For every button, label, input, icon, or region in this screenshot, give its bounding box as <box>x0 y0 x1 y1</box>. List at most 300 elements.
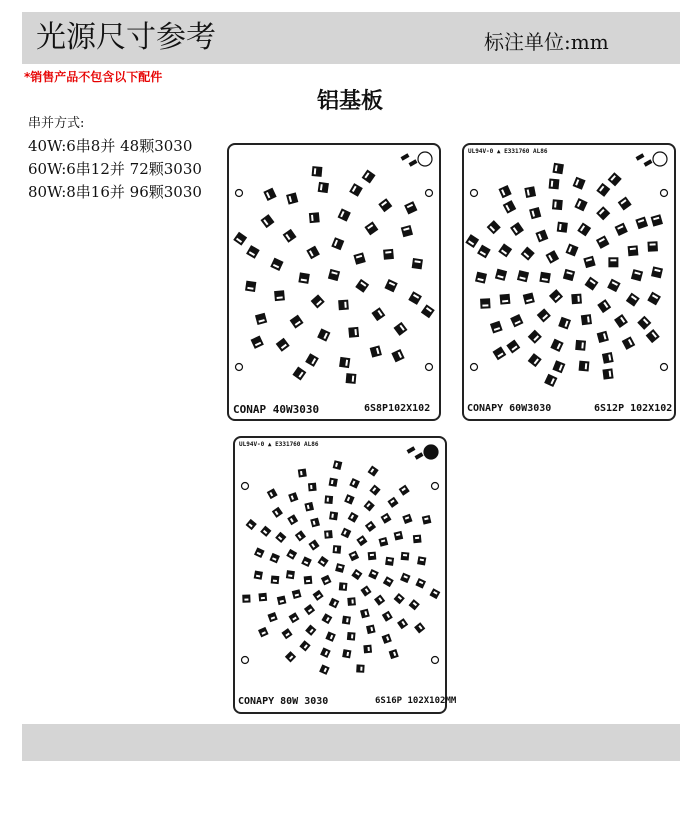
led-pad <box>571 294 582 305</box>
led-pad-body <box>647 241 658 252</box>
led-pad-body <box>552 163 563 174</box>
led-pad-body <box>602 352 614 364</box>
led-pad <box>400 573 410 583</box>
led-pad-body <box>490 321 503 334</box>
led-pad <box>387 497 398 508</box>
led-pad <box>500 294 511 305</box>
led-pad <box>506 340 520 354</box>
led-pad <box>272 507 283 518</box>
led-pad <box>596 206 610 220</box>
led-pad-body <box>365 521 376 532</box>
led-pad <box>274 290 285 301</box>
led-pad-body <box>549 289 563 303</box>
led-pad <box>557 222 568 233</box>
led-pad <box>344 494 354 504</box>
led-pad <box>651 266 663 278</box>
led-pad-marking <box>244 599 248 601</box>
led-pad-body <box>306 246 320 260</box>
led-pad-body <box>391 349 404 362</box>
led-pad-body <box>408 291 422 305</box>
led-pad-marking <box>482 304 488 306</box>
led-pad <box>283 229 297 243</box>
led-pad-body <box>535 229 548 242</box>
led-pad <box>355 279 369 293</box>
led-pad <box>558 317 571 330</box>
led-pad <box>528 330 542 344</box>
sales-note: *销售产品不包含以下配件 <box>24 70 163 84</box>
led-pad-body <box>510 314 523 327</box>
board-60w-left-label: CONAPY 60W3030 <box>467 403 552 414</box>
led-pad-body <box>246 245 260 259</box>
led-pad <box>552 360 565 373</box>
led-pad <box>575 340 586 351</box>
led-pad-body <box>368 569 379 580</box>
led-pad <box>647 241 658 252</box>
led-pad <box>338 300 349 311</box>
led-pad <box>321 613 332 624</box>
led-pad <box>414 622 425 633</box>
led-pad-body <box>480 298 491 309</box>
led-pad-body <box>329 478 338 487</box>
led-pad <box>299 640 310 651</box>
led-pad <box>309 212 320 223</box>
led-pad-body <box>602 368 613 379</box>
led-pad <box>339 582 348 591</box>
led-pad-body <box>346 373 357 384</box>
led-pad-body <box>523 292 535 304</box>
led-pad-body <box>309 212 320 223</box>
board-80w-graphic <box>235 438 445 712</box>
led-pad <box>480 298 491 309</box>
led-pad-body <box>393 322 407 336</box>
led-pad-body <box>557 222 568 233</box>
led-pad <box>510 314 523 327</box>
led-pad-body <box>355 279 369 293</box>
led-pad-marking <box>273 580 277 582</box>
led-pad-body <box>287 514 298 525</box>
led-pad-body <box>304 604 315 615</box>
led-pad <box>394 531 404 541</box>
board-40w <box>227 143 441 421</box>
led-pad <box>596 235 610 249</box>
led-pad <box>285 651 296 662</box>
led-pad <box>338 208 351 221</box>
spec-list <box>28 135 202 204</box>
led-pad <box>246 519 257 530</box>
led-pad <box>487 220 501 234</box>
led-pad-body <box>596 206 610 220</box>
led-pad-body <box>260 214 274 228</box>
led-pad-body <box>329 511 338 520</box>
board-80w-right-label: 6S16P 102X102MM <box>375 696 457 706</box>
led-pad <box>258 593 267 602</box>
led-pad-body <box>544 374 557 387</box>
led-pad <box>615 223 628 236</box>
led-pad <box>363 645 372 654</box>
led-pad <box>596 183 610 197</box>
led-pad-body <box>321 575 332 586</box>
led-pad <box>304 576 313 585</box>
led-pad <box>360 609 370 619</box>
led-pad-marking <box>351 599 353 603</box>
led-pad <box>311 294 325 308</box>
led-pad-body <box>353 252 365 264</box>
led-pad-body <box>311 294 325 308</box>
board-80w-top-text: UL94V-0 ▲ E331760 AL86 <box>239 441 319 448</box>
led-pad-body <box>290 315 304 329</box>
led-pad-body <box>263 188 276 201</box>
led-pad <box>477 245 491 259</box>
led-pad <box>258 627 269 638</box>
led-pad <box>393 322 407 336</box>
led-pad <box>325 631 335 641</box>
led-pad-body <box>319 664 330 675</box>
led-pad-body <box>546 250 560 264</box>
mounting-hole <box>242 657 249 664</box>
led-pad-body <box>628 245 639 256</box>
led-pad-body <box>402 514 412 524</box>
led-pad-body <box>607 279 620 292</box>
led-pad-body <box>615 223 628 236</box>
led-pad <box>348 512 359 523</box>
led-pad-body <box>577 222 591 236</box>
led-pad-body <box>647 292 661 306</box>
led-pad <box>270 258 283 271</box>
led-pad-body <box>539 272 550 283</box>
led-pad <box>535 229 548 242</box>
led-pad <box>549 289 563 303</box>
led-pad <box>286 549 297 560</box>
led-pad <box>306 246 320 260</box>
led-pad-body <box>487 220 501 234</box>
led-pad-body <box>401 225 413 237</box>
led-pad-body <box>258 593 267 602</box>
led-pad <box>490 321 503 334</box>
led-pad <box>374 594 385 605</box>
led-pad <box>608 172 622 186</box>
led-pad-marking <box>360 667 362 671</box>
led-pad <box>637 316 651 330</box>
led-pad <box>353 252 365 264</box>
led-pad <box>383 576 394 587</box>
led-pad <box>276 338 290 352</box>
led-pad <box>549 178 560 189</box>
led-pad <box>255 313 267 325</box>
led-pad <box>331 237 344 250</box>
led-pad-body <box>510 222 524 236</box>
led-pad <box>524 186 536 198</box>
led-pad <box>292 367 306 381</box>
led-pad <box>417 556 426 565</box>
led-pad-body <box>477 245 491 259</box>
led-pad <box>246 245 260 259</box>
led-pad <box>286 570 295 579</box>
led-pad <box>298 468 307 477</box>
led-pad <box>348 551 359 562</box>
led-pad <box>574 198 587 211</box>
led-pad-marking <box>351 634 353 638</box>
led-pad <box>421 304 435 318</box>
led-pad-body <box>349 183 363 197</box>
led-pad-body <box>368 552 377 561</box>
led-pad <box>329 478 338 487</box>
led-pad-body <box>233 232 247 246</box>
led-pad-body <box>286 192 298 204</box>
led-pad-body <box>317 328 330 341</box>
led-pad-body <box>552 360 565 373</box>
led-pad <box>321 575 332 586</box>
led-pad-body <box>254 547 265 558</box>
mounting-hole <box>471 364 478 371</box>
led-pad-body <box>579 361 590 372</box>
led-pad <box>318 182 329 193</box>
led-pad <box>313 590 324 601</box>
led-pad-body <box>498 185 511 198</box>
led-pad-body <box>618 197 632 211</box>
board-section-title: 铝基板 <box>316 88 383 114</box>
led-pad-body <box>521 247 535 261</box>
led-pad <box>339 357 350 368</box>
led-pad-body <box>363 645 372 654</box>
led-pad <box>347 597 356 606</box>
led-pad-body <box>341 528 352 539</box>
led-pad-body <box>574 198 587 211</box>
led-pad <box>290 315 304 329</box>
led-pad <box>503 200 517 214</box>
led-pad-body <box>277 596 287 606</box>
led-pad <box>301 556 312 567</box>
led-pad <box>408 291 422 305</box>
mounting-hole <box>661 190 668 197</box>
board-40w-graphic <box>229 145 439 419</box>
led-pad-body <box>269 553 279 563</box>
led-pad <box>368 569 379 580</box>
board-40w-right-label: 6S8P102X102 <box>364 403 431 414</box>
led-pad-marking <box>650 243 656 245</box>
led-pad-body <box>320 647 331 658</box>
led-pad <box>537 308 551 322</box>
led-pad-marking <box>610 259 616 261</box>
led-pad <box>251 336 264 349</box>
led-pad <box>275 532 286 543</box>
led-pad <box>565 243 578 256</box>
led-pad <box>269 553 279 563</box>
led-pad-body <box>382 611 393 622</box>
led-pad <box>475 272 487 284</box>
led-pad-body <box>635 217 648 230</box>
board-80w-left-label: CONAPY 80W 3030 <box>238 696 329 707</box>
led-pad <box>626 293 640 307</box>
led-pad-body <box>362 170 376 184</box>
led-pad-marking <box>343 585 345 589</box>
led-pad <box>521 247 535 261</box>
led-pad <box>254 547 265 558</box>
led-pad <box>404 201 417 214</box>
led-pad-body <box>286 549 297 560</box>
led-pad <box>579 361 590 372</box>
led-pad <box>369 484 380 495</box>
led-pad-body <box>251 336 264 349</box>
footer-bar <box>22 724 680 761</box>
led-pad <box>360 585 371 596</box>
led-pad <box>429 588 440 599</box>
led-pad-body <box>596 183 610 197</box>
led-pad <box>402 514 412 524</box>
led-pad <box>389 649 399 659</box>
led-pad <box>397 618 408 629</box>
led-pad-body <box>333 460 343 470</box>
board-40w-left-label: CONAP 40W3030 <box>233 403 320 416</box>
led-pad <box>529 207 541 219</box>
led-pad <box>383 249 394 260</box>
led-pad-body <box>413 535 422 544</box>
led-pad <box>320 647 331 658</box>
led-pad-body <box>331 237 344 250</box>
led-pad <box>608 257 618 267</box>
led-pad-body <box>498 243 512 257</box>
led-pad <box>651 214 663 226</box>
led-pad <box>550 339 563 352</box>
led-pad-body <box>583 256 595 268</box>
led-pad-body <box>274 290 285 301</box>
led-pad <box>305 353 319 367</box>
led-pad-body <box>517 270 529 282</box>
led-pad-body <box>304 502 314 512</box>
led-pad-body <box>626 293 640 307</box>
led-pad <box>304 604 315 615</box>
mounting-hole <box>236 364 243 371</box>
led-pad-body <box>281 628 292 639</box>
led-pad <box>281 628 292 639</box>
led-pad-body <box>272 507 283 518</box>
led-pad <box>614 314 628 328</box>
led-pad <box>329 511 338 520</box>
led-pad <box>242 594 250 602</box>
board-80w <box>233 436 457 714</box>
led-pad <box>517 270 529 282</box>
led-pad <box>342 649 351 658</box>
led-pad <box>563 269 575 281</box>
led-pad-body <box>596 235 610 249</box>
led-pad <box>602 352 614 364</box>
led-pad-body <box>549 178 560 189</box>
solder-pad <box>407 446 416 453</box>
led-pad-body <box>254 570 263 579</box>
led-pad <box>368 552 377 561</box>
led-pad <box>364 500 375 511</box>
led-pad <box>233 232 247 246</box>
led-pad-body <box>283 229 297 243</box>
led-pad-body <box>285 651 296 662</box>
led-pad-body <box>245 281 256 292</box>
led-pad <box>583 256 595 268</box>
connector-hole <box>418 152 432 166</box>
led-pad <box>577 222 591 236</box>
led-pad-body <box>379 537 389 547</box>
led-pad-marking <box>327 498 329 502</box>
led-pad-marking <box>415 537 419 539</box>
led-pad-body <box>339 357 350 368</box>
led-pad <box>292 589 302 599</box>
led-pad-body <box>571 294 582 305</box>
mounting-hole <box>426 190 433 197</box>
led-pad <box>317 328 330 341</box>
led-pad-marking <box>326 532 328 536</box>
led-pad-body <box>581 314 592 325</box>
led-pad-body <box>338 300 349 311</box>
led-pad <box>286 192 298 204</box>
led-pad-body <box>304 576 313 585</box>
page-title: 光源尺寸参考 <box>36 20 216 55</box>
led-pad-body <box>552 199 563 210</box>
solder-pad <box>415 452 424 459</box>
led-pad-body <box>465 234 479 248</box>
led-pad <box>368 466 379 477</box>
led-pad <box>382 611 393 622</box>
solder-pad <box>644 159 653 166</box>
led-pad <box>328 269 340 281</box>
mounting-hole <box>242 483 249 490</box>
led-pad <box>288 492 298 502</box>
led-pad <box>401 225 413 237</box>
led-pad <box>308 539 319 550</box>
led-pad <box>409 599 420 610</box>
led-pad-body <box>276 338 290 352</box>
led-pad-body <box>417 556 426 565</box>
led-pad-body <box>270 258 283 271</box>
led-pad-body <box>258 627 269 638</box>
led-pad <box>413 535 422 544</box>
led-pad-body <box>356 535 367 546</box>
led-pad-body <box>550 339 563 352</box>
led-pad <box>394 593 405 604</box>
led-pad <box>347 632 356 641</box>
led-pad <box>622 336 636 350</box>
unit-note: 标注单位:mm <box>484 30 609 54</box>
led-pad <box>546 250 560 264</box>
led-pad <box>384 279 397 292</box>
led-pad-body <box>298 272 309 283</box>
led-pad <box>495 269 507 281</box>
led-pad-body <box>347 632 356 641</box>
mounting-hole <box>432 657 439 664</box>
led-pad-body <box>292 367 306 381</box>
led-pad <box>341 528 352 539</box>
led-pad <box>356 664 364 672</box>
led-pad <box>335 563 345 573</box>
led-pad-body <box>378 198 392 212</box>
led-pad <box>399 485 410 496</box>
led-pad-body <box>528 330 542 344</box>
led-pad <box>385 557 394 566</box>
led-pad <box>602 368 613 379</box>
spec-line-80w: 80W:8串16并 96颗3030 <box>28 183 202 201</box>
led-pad <box>618 197 632 211</box>
led-pad-body <box>370 345 382 357</box>
led-pad-body <box>597 331 609 343</box>
led-pad-body <box>308 483 317 492</box>
led-pad <box>366 625 376 635</box>
led-pad <box>349 183 363 197</box>
led-pad <box>364 221 378 235</box>
led-pad-marking <box>368 647 370 651</box>
led-pad-body <box>608 172 622 186</box>
led-pad <box>465 234 479 248</box>
led-pad-body <box>344 494 354 504</box>
led-pad-body <box>342 616 351 625</box>
led-pad-marking <box>261 597 265 599</box>
led-pad <box>260 526 271 537</box>
